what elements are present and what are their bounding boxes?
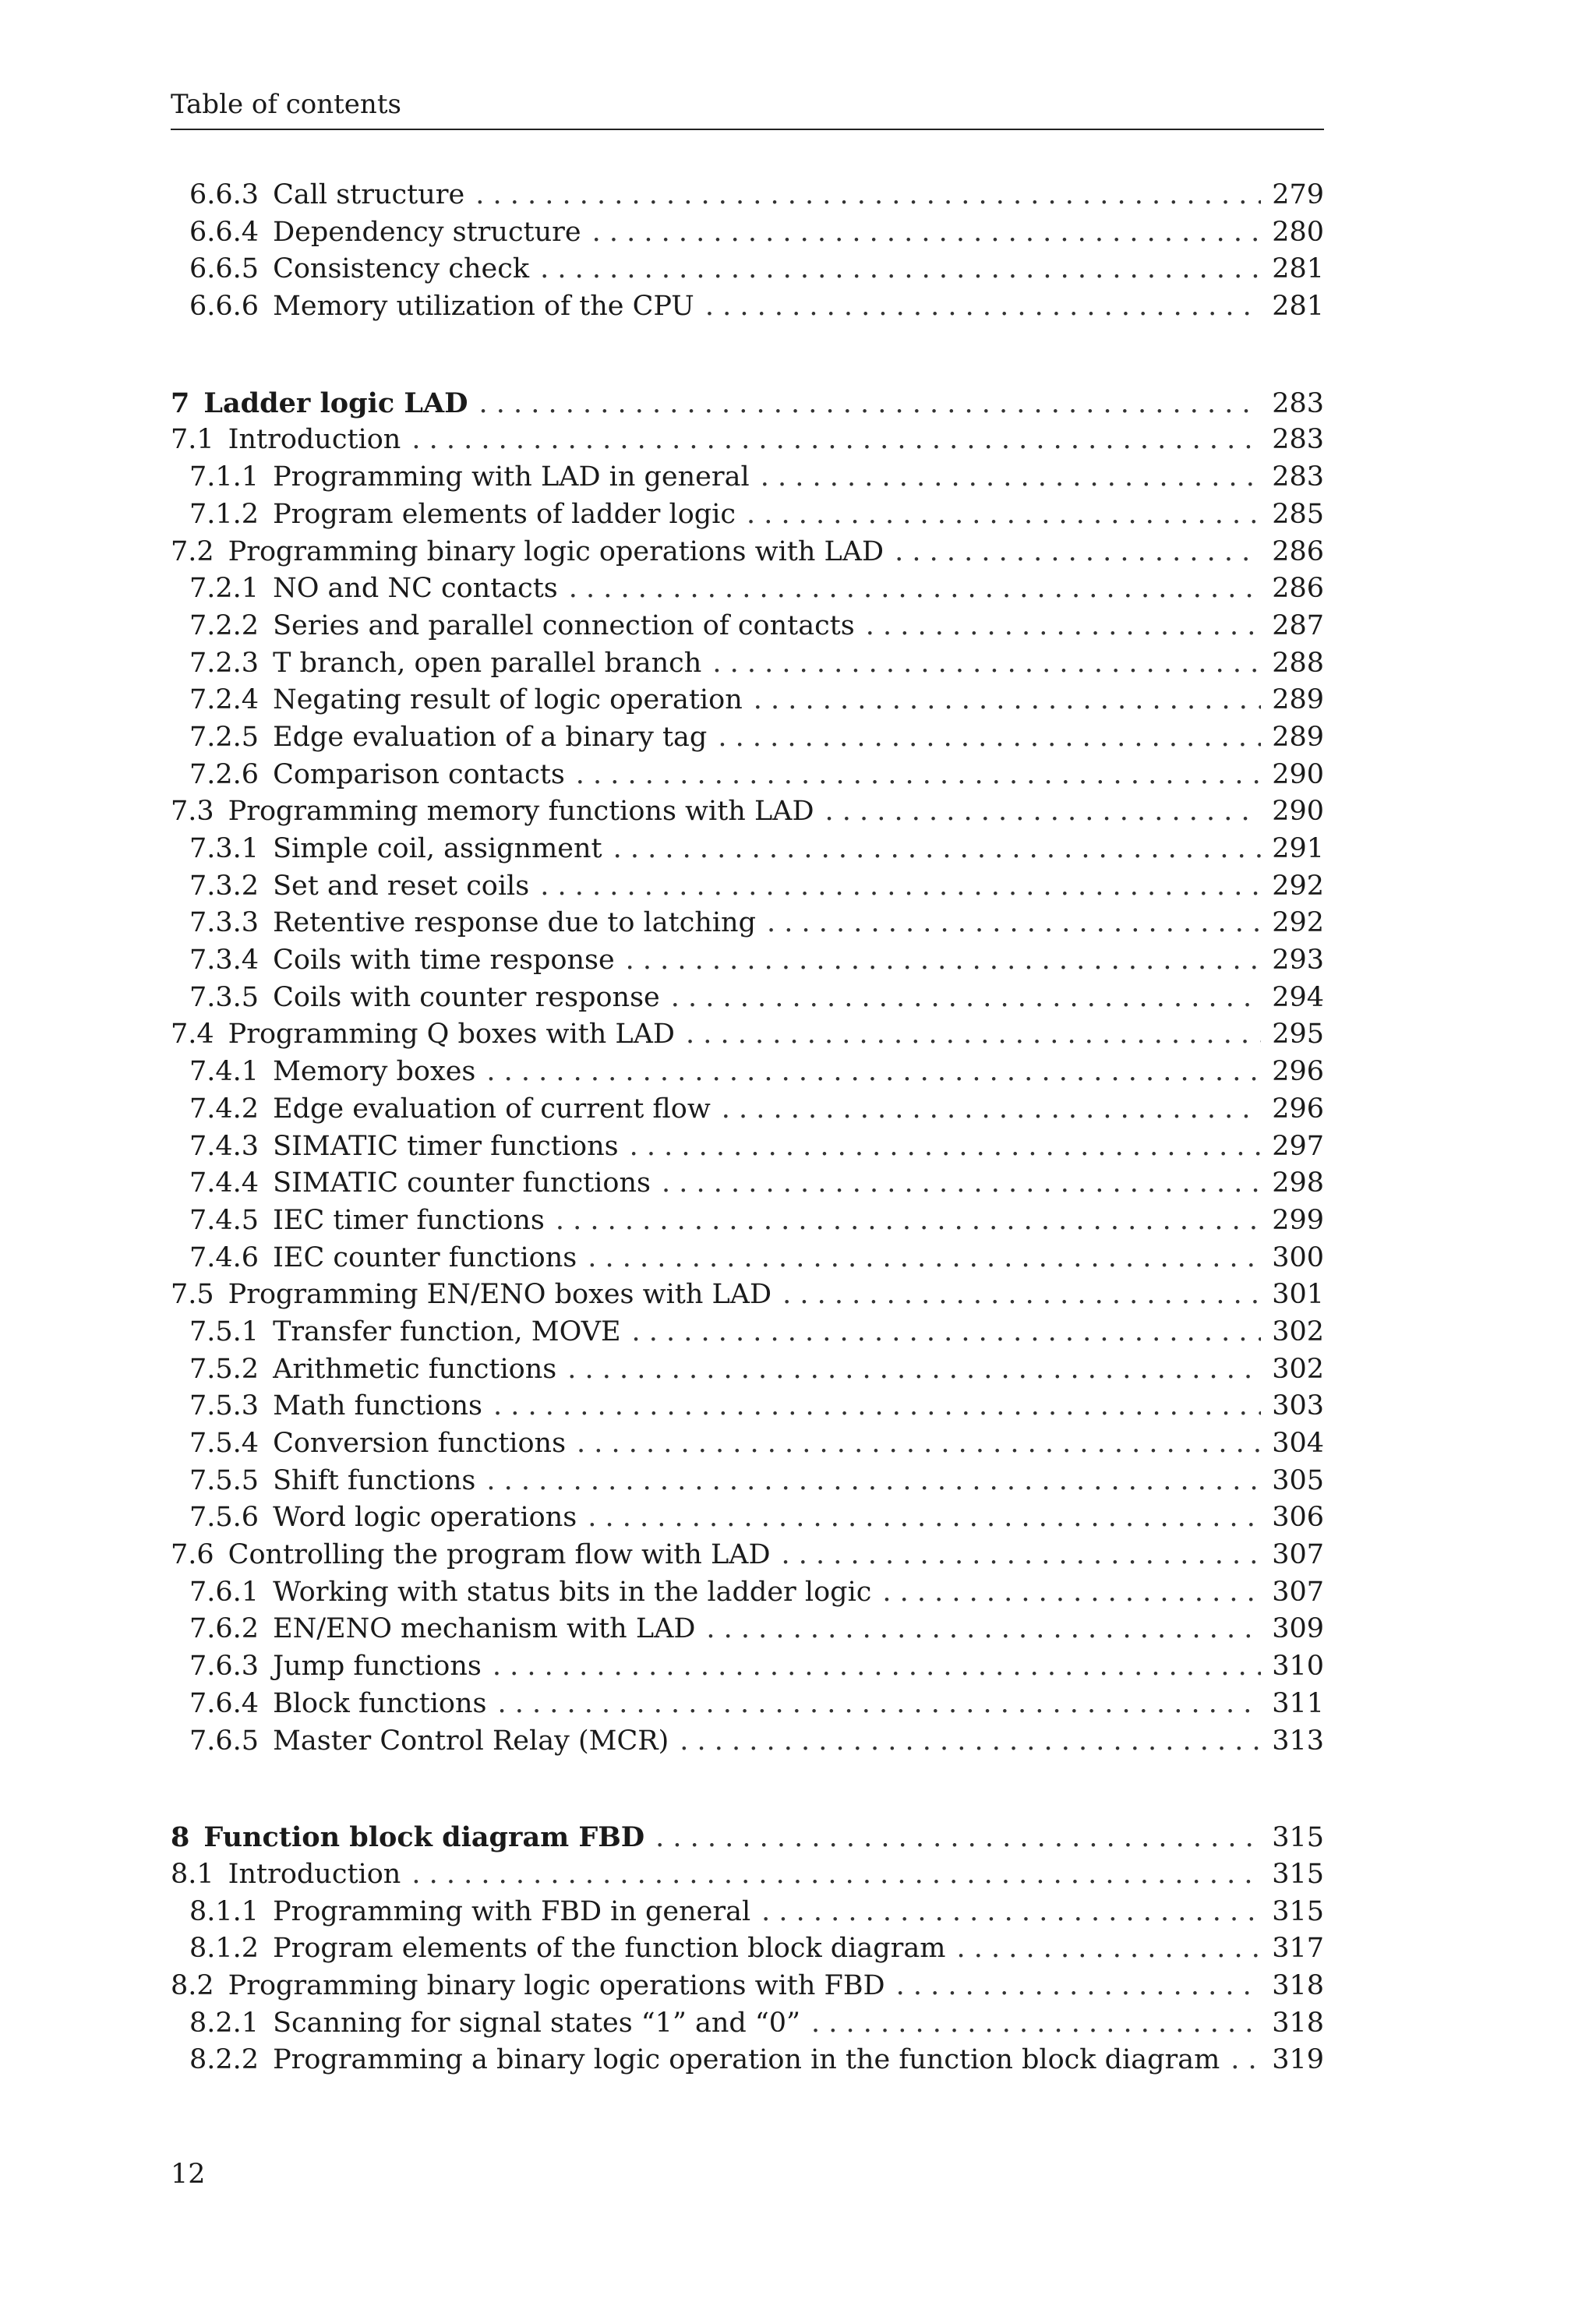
toc-entry bbox=[171, 1388, 1324, 1425]
dot-leader bbox=[540, 868, 1261, 906]
page-number: 12 bbox=[171, 2159, 206, 2190]
toc-entry-page: 289 bbox=[1272, 721, 1324, 753]
toc-entry-page: 293 bbox=[1272, 945, 1324, 976]
toc-entry-page: 313 bbox=[1272, 1725, 1324, 1757]
toc-entry-number: 6.6.5 bbox=[189, 253, 260, 285]
dot-leader bbox=[782, 1277, 1261, 1314]
toc-entry-page: 295 bbox=[1272, 1019, 1324, 1051]
toc-entry-page: 286 bbox=[1272, 535, 1324, 567]
toc-entry-number: 8.1 bbox=[171, 1858, 214, 1890]
toc-entry-title: Working with status bits in the ladder logic bbox=[273, 1576, 872, 1608]
toc-entry-number: 7.4.5 bbox=[189, 1204, 260, 1236]
dot-leader bbox=[411, 1856, 1261, 1894]
toc-entry-number: 7.3.4 bbox=[189, 945, 260, 976]
toc-entry-page: 303 bbox=[1272, 1390, 1324, 1422]
toc-entry-number: 7.6 bbox=[171, 1539, 214, 1571]
toc-entry-page: 309 bbox=[1272, 1613, 1324, 1645]
toc-entry-page: 302 bbox=[1272, 1315, 1324, 1347]
toc-entry bbox=[171, 1277, 1324, 1314]
dot-leader bbox=[671, 980, 1261, 1017]
toc-entry-page: 304 bbox=[1272, 1428, 1324, 1459]
toc-entry bbox=[171, 1611, 1324, 1648]
dot-leader bbox=[722, 1091, 1261, 1128]
toc-entry-number: 7.4.2 bbox=[189, 1093, 260, 1125]
toc-entry bbox=[171, 905, 1324, 942]
toc-entry bbox=[171, 251, 1324, 288]
dot-leader bbox=[712, 645, 1261, 683]
header-rule bbox=[171, 129, 1324, 130]
toc-entry-number: 7.4.3 bbox=[189, 1130, 260, 1162]
toc-entry-page: 311 bbox=[1272, 1687, 1324, 1719]
running-head: Table of contents bbox=[171, 89, 401, 120]
toc-entry-page: 307 bbox=[1272, 1539, 1324, 1571]
toc-entry-title: Shift functions bbox=[273, 1464, 476, 1496]
dot-leader bbox=[493, 1648, 1261, 1686]
toc-entry-page: 291 bbox=[1272, 833, 1324, 864]
toc-entry-page: 300 bbox=[1272, 1241, 1324, 1273]
dot-leader bbox=[705, 288, 1261, 326]
toc-entry-number: 7 bbox=[171, 387, 190, 419]
toc-entry bbox=[171, 1968, 1324, 2005]
toc-entry-number: 7.2.3 bbox=[189, 647, 260, 679]
dot-leader bbox=[895, 534, 1261, 571]
toc-entry-title: Block functions bbox=[273, 1687, 487, 1719]
toc-entry-title: Dependency structure bbox=[273, 216, 581, 248]
toc-entry bbox=[171, 1648, 1324, 1686]
toc-entry-title: Math functions bbox=[273, 1390, 482, 1422]
toc-entry-page: 294 bbox=[1272, 981, 1324, 1013]
table-of-contents bbox=[171, 177, 1324, 2079]
dot-leader bbox=[655, 1820, 1261, 1857]
toc-entry bbox=[171, 719, 1324, 757]
toc-entry-page: 283 bbox=[1272, 387, 1324, 419]
toc-entry-page: 285 bbox=[1272, 498, 1324, 530]
toc-entry-page: 287 bbox=[1272, 609, 1324, 641]
toc-entry-number: 8.2 bbox=[171, 1969, 214, 2001]
toc-entry bbox=[171, 1686, 1324, 1723]
toc-chapter-entry bbox=[171, 1819, 1324, 1856]
toc-entry bbox=[171, 496, 1324, 534]
toc-entry-title: Introduction bbox=[228, 424, 401, 456]
toc-entry-number: 7.3.3 bbox=[189, 907, 260, 939]
toc-entry-page: 279 bbox=[1272, 179, 1324, 210]
toc-entry-page: 290 bbox=[1272, 758, 1324, 790]
toc-entry bbox=[171, 868, 1324, 906]
toc-entry bbox=[171, 214, 1324, 252]
dot-leader bbox=[497, 1686, 1261, 1723]
toc-entry-title: IEC timer functions bbox=[273, 1204, 545, 1236]
toc-entry-page: 286 bbox=[1272, 573, 1324, 605]
toc-entry-page: 288 bbox=[1272, 647, 1324, 679]
toc-entry-title: Scanning for signal states “1” and “0” bbox=[273, 2007, 800, 2039]
toc-entry bbox=[171, 1723, 1324, 1760]
dot-leader bbox=[592, 214, 1262, 252]
toc-entry-title: IEC counter functions bbox=[273, 1241, 577, 1273]
toc-entry-number: 7.3.1 bbox=[189, 833, 260, 864]
toc-entry-number: 7.2 bbox=[171, 535, 214, 567]
toc-entry-title: Programming EN/ENO boxes with LAD bbox=[228, 1279, 772, 1311]
toc-entry-page: 283 bbox=[1272, 424, 1324, 456]
toc-entry-title: Ladder logic LAD bbox=[203, 387, 468, 419]
toc-entry-title: Jump functions bbox=[273, 1651, 482, 1683]
toc-entry-title: Programming with LAD in general bbox=[273, 461, 750, 493]
toc-entry bbox=[171, 1499, 1324, 1537]
toc-entry bbox=[171, 682, 1324, 719]
toc-entry bbox=[171, 459, 1324, 496]
toc-entry-title: Programming binary logic operations with FBD bbox=[228, 1969, 885, 2001]
dot-leader bbox=[718, 719, 1261, 757]
toc-entry-title: Word logic operations bbox=[273, 1502, 577, 1534]
toc-entry bbox=[171, 2005, 1324, 2043]
toc-entry bbox=[171, 608, 1324, 645]
toc-entry-number: 7.2.2 bbox=[189, 609, 260, 641]
toc-entry bbox=[171, 793, 1324, 831]
toc-entry-page: 290 bbox=[1272, 796, 1324, 828]
toc-entry bbox=[171, 288, 1324, 326]
toc-entry bbox=[171, 1165, 1324, 1202]
dot-leader bbox=[411, 422, 1261, 459]
toc-entry-number: 7.3 bbox=[171, 796, 214, 828]
dot-leader bbox=[567, 1351, 1261, 1389]
dot-leader bbox=[540, 251, 1261, 288]
toc-entry bbox=[171, 1128, 1324, 1166]
dot-leader bbox=[662, 1165, 1261, 1202]
toc-entry-page: 315 bbox=[1272, 1895, 1324, 1927]
toc-entry-number: 7.6.3 bbox=[189, 1651, 260, 1683]
toc-entry-number: 7.3.2 bbox=[189, 870, 260, 902]
toc-entry-page: 292 bbox=[1272, 870, 1324, 902]
toc-entry-number: 8.2.1 bbox=[189, 2007, 260, 2039]
toc-entry-title: Retentive response due to latching bbox=[273, 907, 756, 939]
toc-entry bbox=[171, 1537, 1324, 1574]
toc-entry-number: 7.2.1 bbox=[189, 573, 260, 605]
toc-entry bbox=[171, 1054, 1324, 1091]
toc-entry-number: 7.6.1 bbox=[189, 1576, 260, 1608]
dot-leader bbox=[475, 177, 1261, 214]
toc-entry-title: Conversion functions bbox=[273, 1428, 567, 1459]
toc-entry-number: 7.6.2 bbox=[189, 1613, 260, 1645]
toc-entry-title: Programming with FBD in general bbox=[273, 1895, 751, 1927]
dot-leader bbox=[1231, 2042, 1261, 2079]
toc-entry-title: Edge evaluation of current flow bbox=[273, 1093, 711, 1125]
toc-entry-page: 315 bbox=[1272, 1858, 1324, 1890]
toc-entry bbox=[171, 1463, 1324, 1500]
toc-entry-number: 7.4 bbox=[171, 1019, 214, 1051]
toc-entry bbox=[171, 942, 1324, 980]
toc-entry-page: 319 bbox=[1272, 2044, 1324, 2076]
toc-entry-title: Series and parallel connection of contacts bbox=[273, 609, 855, 641]
toc-entry-number: 7.4.6 bbox=[189, 1241, 260, 1273]
toc-entry-page: 318 bbox=[1272, 1969, 1324, 2001]
toc-entry-page: 296 bbox=[1272, 1093, 1324, 1125]
toc-entry-page: 301 bbox=[1272, 1279, 1324, 1311]
dot-leader bbox=[811, 2005, 1261, 2043]
toc-entry-page: 318 bbox=[1272, 2007, 1324, 2039]
toc-entry bbox=[171, 177, 1324, 214]
dot-leader bbox=[577, 1425, 1261, 1463]
toc-entry-page: 283 bbox=[1272, 461, 1324, 493]
dot-leader bbox=[761, 459, 1262, 496]
toc-entry-number: 7.5.4 bbox=[189, 1428, 260, 1459]
toc-entry bbox=[171, 645, 1324, 683]
dot-leader bbox=[754, 682, 1261, 719]
dot-leader bbox=[588, 1240, 1261, 1277]
dot-leader bbox=[576, 757, 1261, 794]
toc-entry-number: 7.4.4 bbox=[189, 1167, 260, 1199]
toc-entry-title: Programming memory functions with LAD bbox=[228, 796, 814, 828]
toc-entry-page: 315 bbox=[1272, 1822, 1324, 1854]
toc-entry-title: Memory utilization of the CPU bbox=[273, 291, 694, 323]
toc-entry-page: 317 bbox=[1272, 1933, 1324, 1965]
toc-entry-title: Program elements of ladder logic bbox=[273, 498, 736, 530]
toc-entry bbox=[171, 1314, 1324, 1351]
toc-entry bbox=[171, 1202, 1324, 1240]
dot-leader bbox=[626, 942, 1262, 980]
toc-entry-title: Coils with time response bbox=[273, 945, 615, 976]
toc-entry-number: 7.2.4 bbox=[189, 684, 260, 716]
dot-leader bbox=[486, 1054, 1261, 1091]
toc-entry-page: 307 bbox=[1272, 1576, 1324, 1608]
toc-entry-title: Program elements of the function block diagram bbox=[273, 1933, 946, 1965]
toc-entry-title: Introduction bbox=[228, 1858, 401, 1890]
toc-entry-page: 292 bbox=[1272, 907, 1324, 939]
toc-entry-page: 305 bbox=[1272, 1464, 1324, 1496]
toc-entry-title: Set and reset coils bbox=[273, 870, 530, 902]
toc-entry-title: Memory boxes bbox=[273, 1056, 476, 1088]
toc-entry-title: Master Control Relay (MCR) bbox=[273, 1725, 669, 1757]
toc-entry-number: 7.5.2 bbox=[189, 1353, 260, 1385]
toc-entry-number: 7.5.6 bbox=[189, 1502, 260, 1534]
toc-entry-title: Negating result of logic operation bbox=[273, 684, 743, 716]
toc-entry-page: 306 bbox=[1272, 1502, 1324, 1534]
dot-leader bbox=[761, 1894, 1261, 1931]
toc-entry-number: 8.1.1 bbox=[189, 1895, 260, 1927]
toc-entry-number: 7.5 bbox=[171, 1279, 214, 1311]
toc-entry bbox=[171, 831, 1324, 868]
dot-leader bbox=[556, 1202, 1261, 1240]
toc-entry-page: 281 bbox=[1272, 253, 1324, 285]
toc-entry-number: 7.6.5 bbox=[189, 1725, 260, 1757]
dot-leader bbox=[486, 1463, 1261, 1500]
toc-entry-page: 302 bbox=[1272, 1353, 1324, 1385]
toc-entry bbox=[171, 1425, 1324, 1463]
toc-entry bbox=[171, 1240, 1324, 1277]
dot-leader bbox=[493, 1388, 1261, 1425]
toc-entry-page: 296 bbox=[1272, 1056, 1324, 1088]
toc-entry-title: Consistency check bbox=[273, 253, 530, 285]
toc-entry-page: 281 bbox=[1272, 291, 1324, 323]
dot-leader bbox=[896, 1968, 1262, 2005]
toc-entry-page: 298 bbox=[1272, 1167, 1324, 1199]
toc-entry-number: 7.6.4 bbox=[189, 1687, 260, 1719]
toc-entry bbox=[171, 1574, 1324, 1612]
toc-entry bbox=[171, 1351, 1324, 1389]
toc-entry bbox=[171, 2042, 1324, 2079]
toc-entry-number: 8 bbox=[171, 1821, 190, 1854]
toc-entry-title: Controlling the program flow with LAD bbox=[228, 1539, 771, 1571]
toc-entry-number: 7.5.5 bbox=[189, 1464, 260, 1496]
toc-entry-number: 7.1.2 bbox=[189, 498, 260, 530]
dot-leader bbox=[747, 496, 1261, 534]
toc-entry-page: 280 bbox=[1272, 216, 1324, 248]
toc-entry-title: Edge evaluation of a binary tag bbox=[273, 721, 708, 753]
dot-leader bbox=[630, 1128, 1262, 1166]
toc-entry-page: 289 bbox=[1272, 684, 1324, 716]
toc-entry-number: 7.2.5 bbox=[189, 721, 260, 753]
dot-leader bbox=[479, 386, 1262, 423]
toc-entry-number: 7.1 bbox=[171, 424, 214, 456]
toc-entry-number: 7.5.1 bbox=[189, 1315, 260, 1347]
toc-entry-number: 7.2.6 bbox=[189, 758, 260, 790]
dot-leader bbox=[767, 905, 1261, 942]
toc-entry-page: 299 bbox=[1272, 1204, 1324, 1236]
toc-entry-title: Arithmetic functions bbox=[273, 1353, 557, 1385]
toc-entry-title: T branch, open parallel branch bbox=[273, 647, 702, 679]
dot-leader bbox=[866, 608, 1261, 645]
toc-entry-title: Programming binary logic operations with LAD bbox=[228, 535, 885, 567]
toc-entry-number: 6.6.4 bbox=[189, 216, 260, 248]
toc-entry-title: SIMATIC timer functions bbox=[273, 1130, 619, 1162]
dot-leader bbox=[956, 1930, 1261, 1968]
toc-entry bbox=[171, 980, 1324, 1017]
toc-entry-number: 8.1.2 bbox=[189, 1933, 260, 1965]
dot-leader bbox=[706, 1611, 1261, 1648]
toc-entry bbox=[171, 1856, 1324, 1894]
toc-entry bbox=[171, 534, 1324, 571]
toc-entry-title: NO and NC contacts bbox=[273, 573, 558, 605]
toc-entry bbox=[171, 757, 1324, 794]
toc-entry-number: 7.3.5 bbox=[189, 981, 260, 1013]
dot-leader bbox=[569, 570, 1261, 608]
toc-entry bbox=[171, 1930, 1324, 1968]
toc-entry-title: Programming a binary logic operation in the function block diagram bbox=[273, 2044, 1220, 2076]
toc-entry bbox=[171, 1091, 1324, 1128]
toc-entry-title: Function block diagram FBD bbox=[203, 1821, 645, 1854]
toc-entry-title: Programming Q boxes with LAD bbox=[228, 1019, 675, 1051]
toc-entry-page: 297 bbox=[1272, 1130, 1324, 1162]
toc-entry-title: Transfer function, MOVE bbox=[273, 1315, 621, 1347]
dot-leader bbox=[686, 1016, 1261, 1054]
toc-entry bbox=[171, 1894, 1324, 1931]
toc-entry-number: 8.2.2 bbox=[189, 2044, 260, 2076]
dot-leader bbox=[588, 1499, 1261, 1537]
toc-entry-number: 7.4.1 bbox=[189, 1056, 260, 1088]
toc-entry-number: 7.1.1 bbox=[189, 461, 260, 493]
toc-entry-number: 6.6.3 bbox=[189, 179, 260, 210]
toc-entry bbox=[171, 1016, 1324, 1054]
toc-entry-title: Comparison contacts bbox=[273, 758, 565, 790]
toc-entry-title: Call structure bbox=[273, 179, 465, 210]
toc-entry-title: EN/ENO mechanism with LAD bbox=[273, 1613, 696, 1645]
dot-leader bbox=[882, 1574, 1261, 1612]
toc-entry-title: Coils with counter response bbox=[273, 981, 660, 1013]
toc-entry bbox=[171, 422, 1324, 459]
toc-entry bbox=[171, 570, 1324, 608]
dot-leader bbox=[613, 831, 1262, 868]
dot-leader bbox=[680, 1723, 1261, 1760]
toc-entry-title: SIMATIC counter functions bbox=[273, 1167, 651, 1199]
toc-chapter-entry bbox=[171, 385, 1324, 422]
toc-entry-page: 310 bbox=[1272, 1651, 1324, 1683]
dot-leader bbox=[632, 1314, 1262, 1351]
toc-entry-number: 6.6.6 bbox=[189, 291, 260, 323]
toc-entry-title: Simple coil, assignment bbox=[273, 833, 602, 864]
dot-leader bbox=[782, 1537, 1262, 1574]
dot-leader bbox=[825, 793, 1262, 831]
toc-entry-number: 7.5.3 bbox=[189, 1390, 260, 1422]
